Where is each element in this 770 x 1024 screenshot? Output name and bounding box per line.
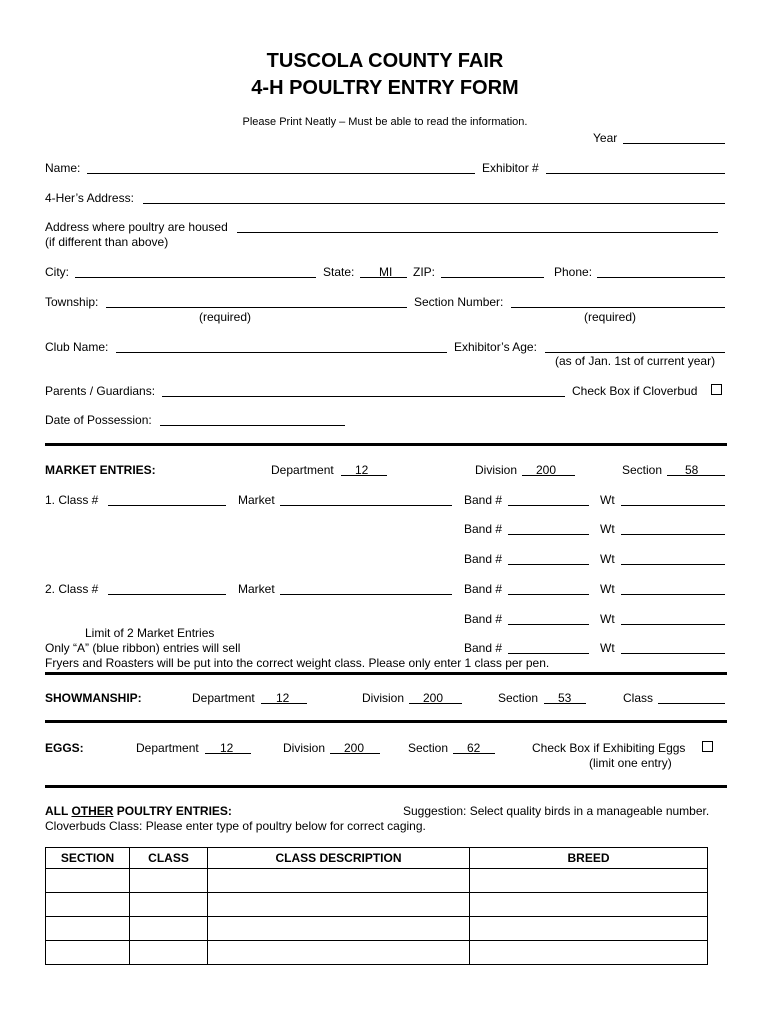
eggs-check-label: Check Box if Exhibiting Eggs xyxy=(532,741,686,755)
class-description-cell[interactable] xyxy=(208,869,470,893)
showmanship-div-value: 200 xyxy=(423,691,444,705)
column-header: SECTION xyxy=(46,848,130,869)
housed-address-label: Address where poultry are housed xyxy=(45,220,228,234)
breed-cell[interactable] xyxy=(470,893,708,917)
exhibitor-age-field[interactable] xyxy=(545,352,725,353)
eggs-div-value: 200 xyxy=(344,741,365,755)
class1-label: 1. Class # xyxy=(45,493,99,507)
band-label: Band # xyxy=(464,552,503,566)
club-name-label: Club Name: xyxy=(45,340,109,354)
cloverbuds-note: Cloverbuds Class: Please enter type of poultry below for correct caging. xyxy=(45,819,426,833)
market-section-value: 58 xyxy=(685,463,699,477)
table-row xyxy=(46,869,708,893)
table-row xyxy=(46,893,708,917)
ribbon-note: Only “A” (blue ribbon) entries will sell xyxy=(45,641,241,655)
township-required-note: (required) xyxy=(199,310,252,324)
wt-label: Wt xyxy=(600,612,615,626)
band-field[interactable] xyxy=(508,534,589,535)
class-cell[interactable] xyxy=(130,893,208,917)
zip-label: ZIP: xyxy=(413,265,436,279)
section-divider xyxy=(45,720,727,723)
breed-cell[interactable] xyxy=(470,869,708,893)
breed-cell[interactable] xyxy=(470,941,708,965)
section-number-field[interactable] xyxy=(511,307,725,308)
city-field[interactable] xyxy=(75,277,316,278)
band-label: Band # xyxy=(464,612,503,626)
band-field[interactable] xyxy=(508,653,589,654)
eggs-section-label: Section xyxy=(408,741,449,755)
eggs-dept-value: 12 xyxy=(220,741,234,755)
class-cell[interactable] xyxy=(130,941,208,965)
print-instruction: Please Print Neatly – Must be able to read the information. xyxy=(242,116,528,128)
exhibitor-number-label: Exhibitor # xyxy=(482,161,539,175)
showmanship-dept-label: Department xyxy=(192,691,255,705)
section-divider xyxy=(45,785,727,788)
band-field[interactable] xyxy=(508,624,589,625)
section-cell[interactable] xyxy=(46,917,130,941)
band-field[interactable] xyxy=(508,564,589,565)
zip-field[interactable] xyxy=(441,277,544,278)
breed-cell[interactable] xyxy=(470,917,708,941)
wt-field[interactable] xyxy=(621,564,725,565)
market-dept-value: 12 xyxy=(355,463,369,477)
wt-field[interactable] xyxy=(621,624,725,625)
address-label: 4-Her’s Address: xyxy=(45,191,134,205)
township-field[interactable] xyxy=(106,307,407,308)
phone-label: Phone: xyxy=(554,265,593,279)
housed-address-note: (if different than above) xyxy=(45,235,169,249)
cloverbud-checkbox[interactable] xyxy=(711,384,722,395)
state-value: MI xyxy=(379,265,393,279)
eggs-checkbox[interactable] xyxy=(702,741,713,752)
section-divider xyxy=(45,672,727,675)
eggs-heading: EGGS: xyxy=(45,741,84,755)
state-label: State: xyxy=(323,265,355,279)
wt-label: Wt xyxy=(600,493,615,507)
exhibitor-number-field[interactable] xyxy=(546,173,725,174)
other-heading-underlined: OTHER xyxy=(71,804,114,818)
band-label: Band # xyxy=(464,493,503,507)
suggestion-note: Suggestion: Select quality birds in a manageable number. xyxy=(403,804,710,818)
fryers-note: Fryers and Roasters will be put into the correct weight class. Please only enter 1 class per pen. xyxy=(45,656,550,670)
wt-label: Wt xyxy=(600,552,615,566)
class-cell[interactable] xyxy=(130,917,208,941)
wt-field[interactable] xyxy=(621,653,725,654)
name-label: Name: xyxy=(45,161,81,175)
class2-label: 2. Class # xyxy=(45,582,99,596)
table-row xyxy=(46,941,708,965)
section-number-required-note: (required) xyxy=(584,310,637,324)
form-title: TUSCOLA COUNTY FAIR xyxy=(266,50,504,72)
eggs-section-value: 62 xyxy=(467,741,481,755)
wt-label: Wt xyxy=(600,522,615,536)
parents-field[interactable] xyxy=(162,396,565,397)
showmanship-class-label: Class xyxy=(623,691,654,705)
market-dept-label: Department xyxy=(271,463,334,477)
class1-field[interactable] xyxy=(108,505,226,506)
eggs-dept-label: Department xyxy=(136,741,199,755)
band-label: Band # xyxy=(464,522,503,536)
class2-field[interactable] xyxy=(108,594,226,595)
wt-field[interactable] xyxy=(621,534,725,535)
table-row xyxy=(46,917,708,941)
band-field[interactable] xyxy=(508,505,589,506)
showmanship-section-label: Section xyxy=(498,691,539,705)
band-label: Band # xyxy=(464,582,503,596)
market2-field[interactable] xyxy=(280,594,452,595)
other-heading-pre: ALL xyxy=(45,804,72,818)
class-cell[interactable] xyxy=(130,869,208,893)
section-cell[interactable] xyxy=(46,893,130,917)
exhibitor-age-label: Exhibitor’s Age: xyxy=(454,340,537,354)
city-label: City: xyxy=(45,265,69,279)
section-cell[interactable] xyxy=(46,941,130,965)
class-description-cell[interactable] xyxy=(208,941,470,965)
band-field[interactable] xyxy=(508,594,589,595)
section-number-label: Section Number: xyxy=(414,295,504,309)
market-heading: MARKET ENTRIES: xyxy=(45,463,156,477)
showmanship-section-value: 53 xyxy=(558,691,572,705)
class-description-cell[interactable] xyxy=(208,893,470,917)
club-name-field[interactable] xyxy=(116,352,447,353)
showmanship-class-field[interactable] xyxy=(658,703,725,704)
year-label: Year xyxy=(593,131,618,145)
possession-label: Date of Possession: xyxy=(45,413,152,427)
showmanship-div-label: Division xyxy=(362,691,405,705)
cloverbud-label: Check Box if Cloverbud xyxy=(572,384,698,398)
name-field[interactable] xyxy=(87,173,475,174)
age-note: (as of Jan. 1st of current year) xyxy=(555,354,716,368)
market1-label: Market xyxy=(238,493,275,507)
showmanship-heading: SHOWMANSHIP: xyxy=(45,691,142,705)
wt-label: Wt xyxy=(600,582,615,596)
market-div-value: 200 xyxy=(536,463,557,477)
column-header: BREED xyxy=(470,848,708,869)
market-div-label: Division xyxy=(475,463,518,477)
other-heading-post: POULTRY ENTRIES: xyxy=(113,804,232,818)
wt-field[interactable] xyxy=(621,594,725,595)
showmanship-dept-value: 12 xyxy=(276,691,290,705)
wt-field[interactable] xyxy=(621,505,725,506)
possession-field[interactable] xyxy=(160,425,345,426)
phone-field[interactable] xyxy=(597,277,725,278)
table-header-row xyxy=(46,848,708,869)
entries-table xyxy=(45,847,708,965)
section-divider xyxy=(45,443,727,446)
eggs-div-label: Division xyxy=(283,741,326,755)
column-header: CLASS DESCRIPTION xyxy=(208,848,470,869)
housed-address-field[interactable] xyxy=(237,232,718,233)
market2-label: Market xyxy=(238,582,275,596)
market-section-label: Section xyxy=(622,463,663,477)
class-description-cell[interactable] xyxy=(208,917,470,941)
column-header: CLASS xyxy=(130,848,208,869)
section-cell[interactable] xyxy=(46,869,130,893)
wt-label: Wt xyxy=(600,641,615,655)
year-field[interactable] xyxy=(623,143,725,144)
parents-label: Parents / Guardians: xyxy=(45,384,156,398)
address-field[interactable] xyxy=(143,203,725,204)
form-subtitle: 4-H POULTRY ENTRY FORM xyxy=(251,77,519,99)
market1-field[interactable] xyxy=(280,505,452,506)
township-label: Township: xyxy=(45,295,99,309)
band-label: Band # xyxy=(464,641,503,655)
market-limit-note: Limit of 2 Market Entries xyxy=(85,626,215,640)
other-heading xyxy=(45,804,232,818)
eggs-limit-note: (limit one entry) xyxy=(589,756,672,770)
